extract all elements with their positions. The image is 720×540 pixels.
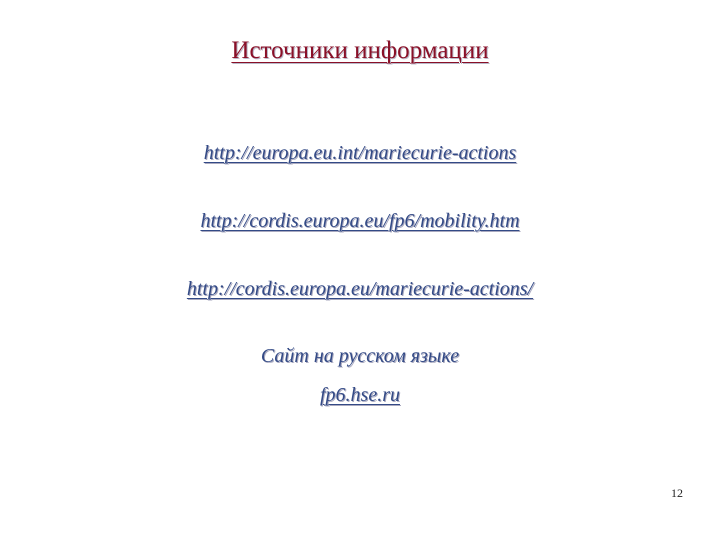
russian-site-label: Сайт на русском языке (260, 345, 460, 367)
page-number: 12 (671, 486, 683, 500)
russian-site-link[interactable]: fp6.hse.ru (320, 384, 400, 406)
slide-title: Источники информации (231, 37, 489, 64)
fp6-mobility-link[interactable]: http://cordis.europa.eu/fp6/mobility.htm (200, 210, 520, 232)
cordis-mariecurie-actions-link[interactable]: http://cordis.europa.eu/mariecurie-actions/ (186, 278, 534, 300)
mariecurie-actions-link[interactable]: http://europa.eu.int/mariecurie-actions (203, 142, 517, 164)
